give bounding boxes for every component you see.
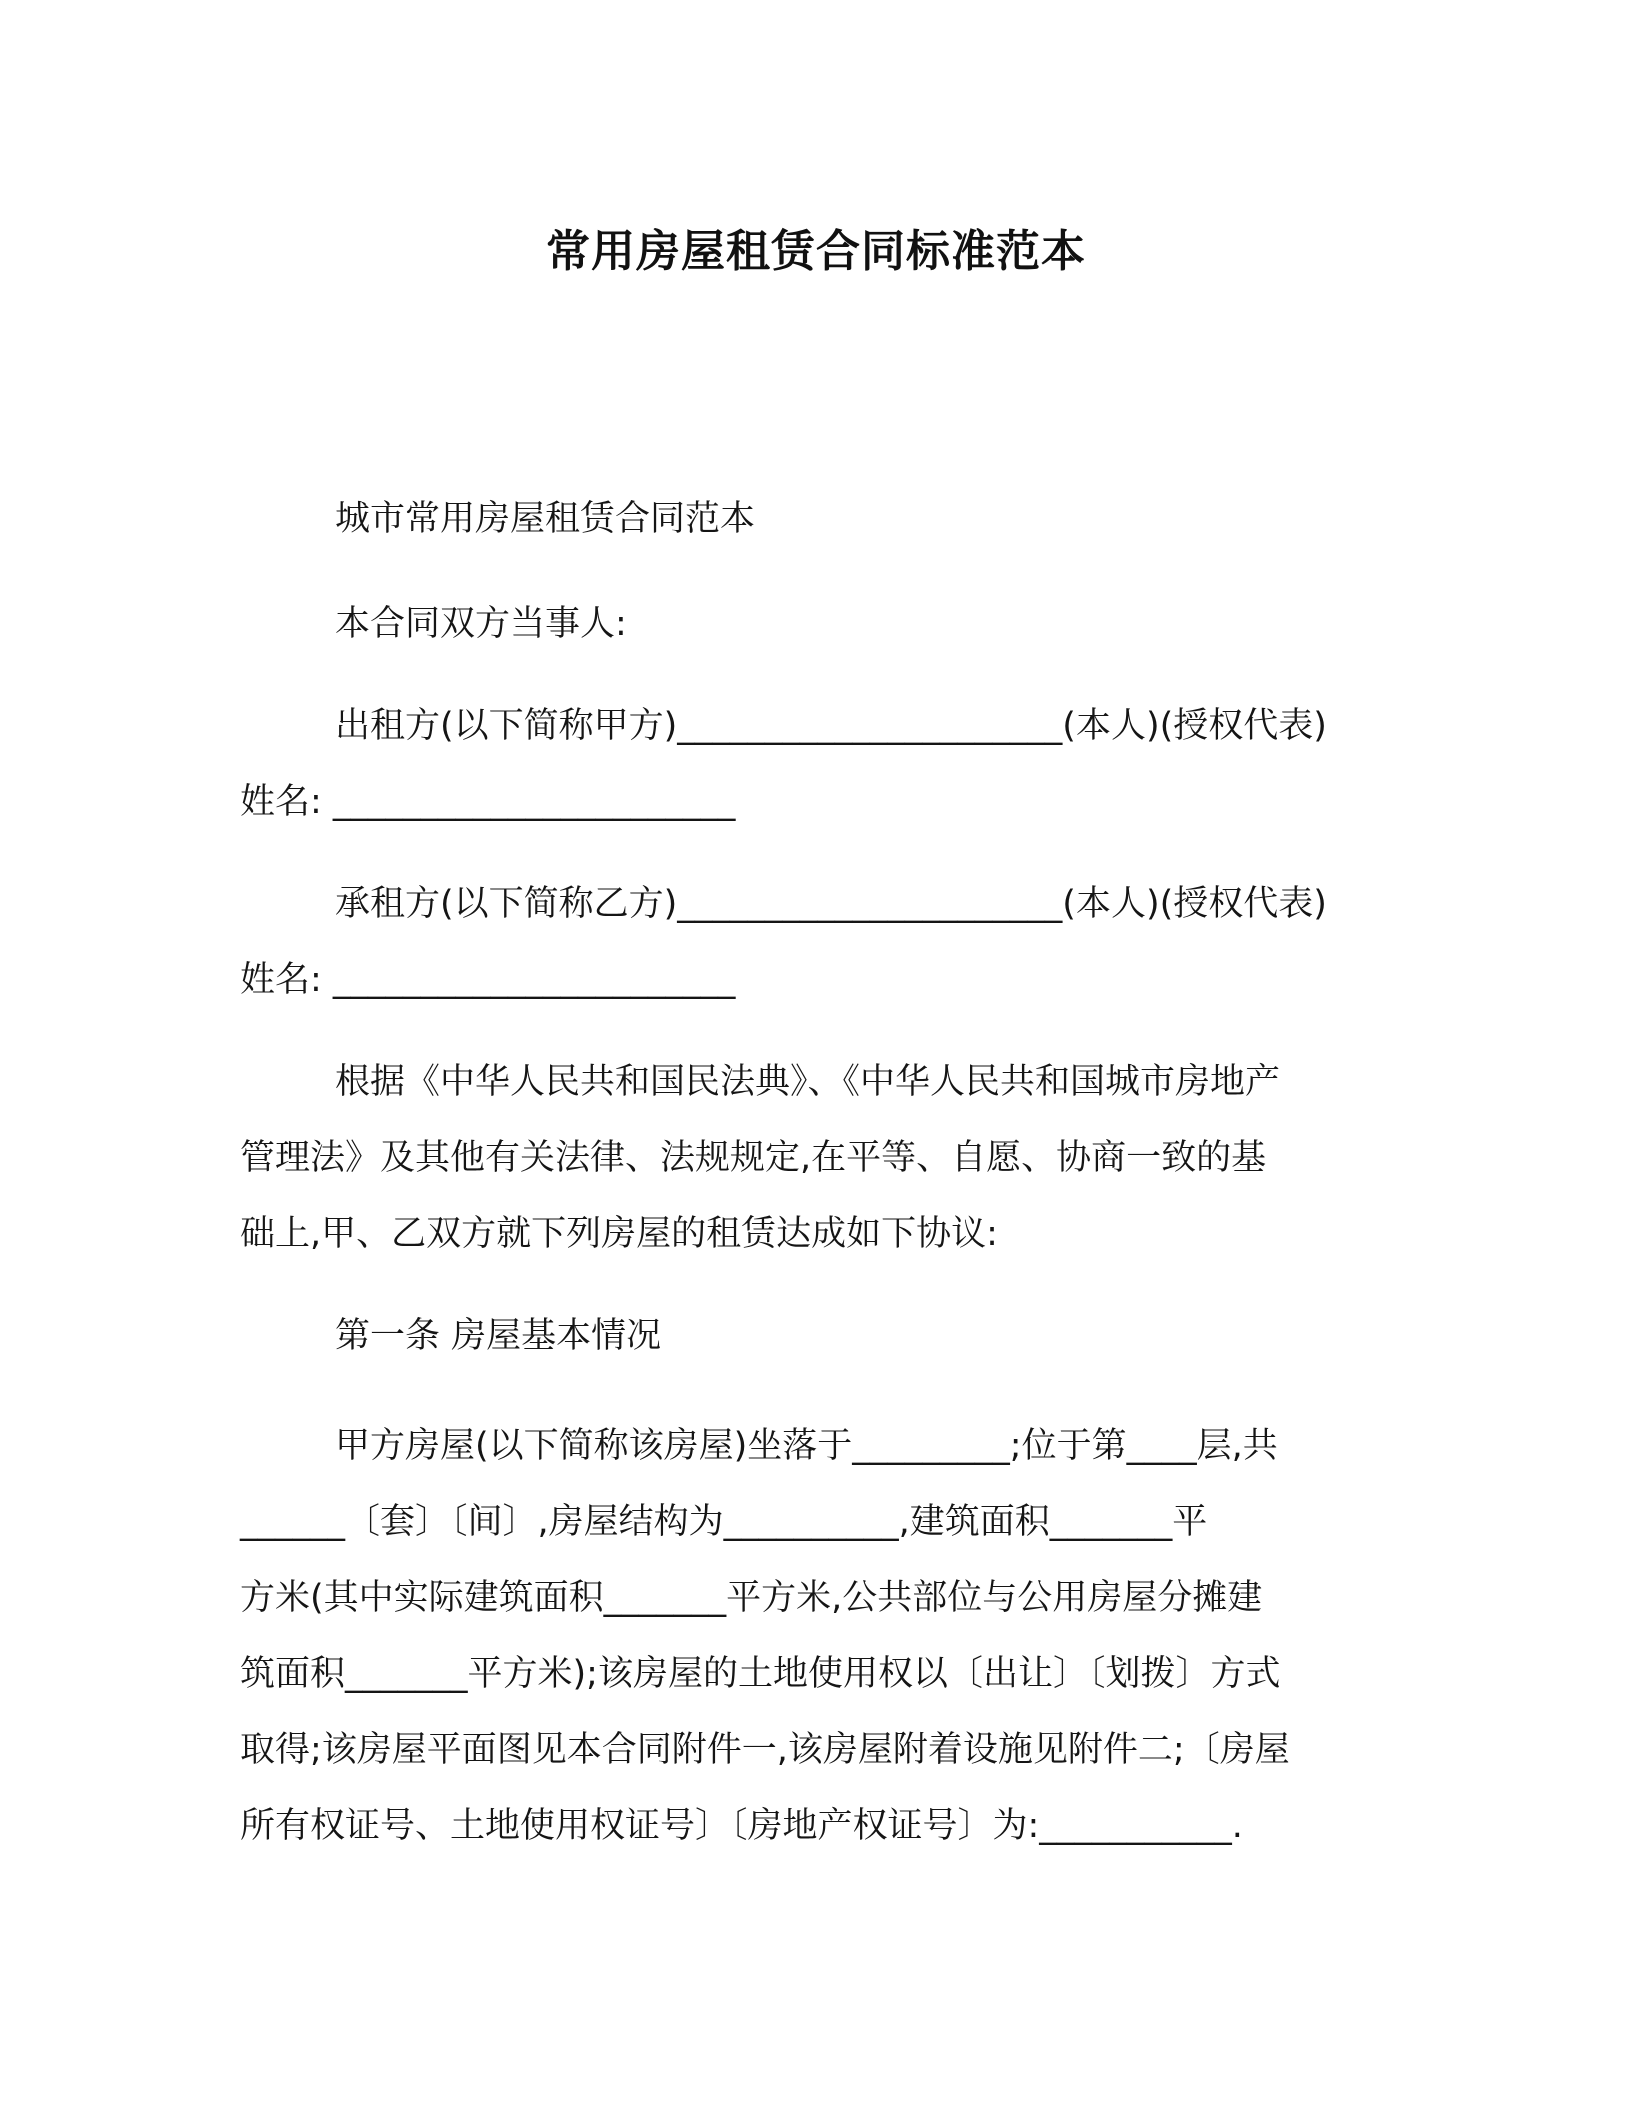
article-1-heading: 第一条 房屋基本情况 (335, 1316, 662, 1356)
article-1-line-2: ______〔套〕〔间〕,房屋结构为__________,建筑面积_______平 (240, 1502, 1208, 1542)
article-1-line-3: 方米(其中实际建筑面积_______平方米,公共部位与公用房屋分摊建 (240, 1578, 1263, 1618)
basis-paragraph-line-3: 础上,甲、乙双方就下列房屋的租赁达成如下协议: (240, 1214, 998, 1254)
article-1-line-5: 取得;该房屋平面图见本合同附件一,该房屋附着设施见附件二;〔房屋 (240, 1730, 1290, 1770)
basis-paragraph-line-2: 管理法》及其他有关法律、法规规定,在平等、自愿、协商一致的基 (240, 1138, 1267, 1178)
document-title: 常用房屋租赁合同标准范本 (546, 226, 1086, 277)
lessee-line: 承租方(以下简称乙方)______________________(本人)(授权代表) (335, 884, 1327, 924)
article-1-line-6: 所有权证号、土地使用权证号〕〔房地产权证号〕为:___________. (240, 1806, 1243, 1846)
basis-paragraph-line-1: 根据《中华人民共和国民法典》、《中华人民共和国城市房地产 (335, 1062, 1281, 1102)
article-1-line-4: 筑面积_______平方米);该房屋的土地使用权以〔出让〕〔划拨〕方式 (240, 1654, 1281, 1694)
parties-heading: 本合同双方当事人: (335, 604, 627, 644)
lessor-line: 出租方(以下简称甲方)______________________(本人)(授权代表) (335, 706, 1327, 746)
lessee-name-line: 姓名: _______________________ (240, 960, 736, 1000)
lessor-name-line: 姓名: _______________________ (240, 782, 736, 822)
subtitle-line: 城市常用房屋租赁合同范本 (335, 499, 756, 539)
article-1-line-1: 甲方房屋(以下简称该房屋)坐落于_________;位于第____层,共 (335, 1426, 1278, 1466)
